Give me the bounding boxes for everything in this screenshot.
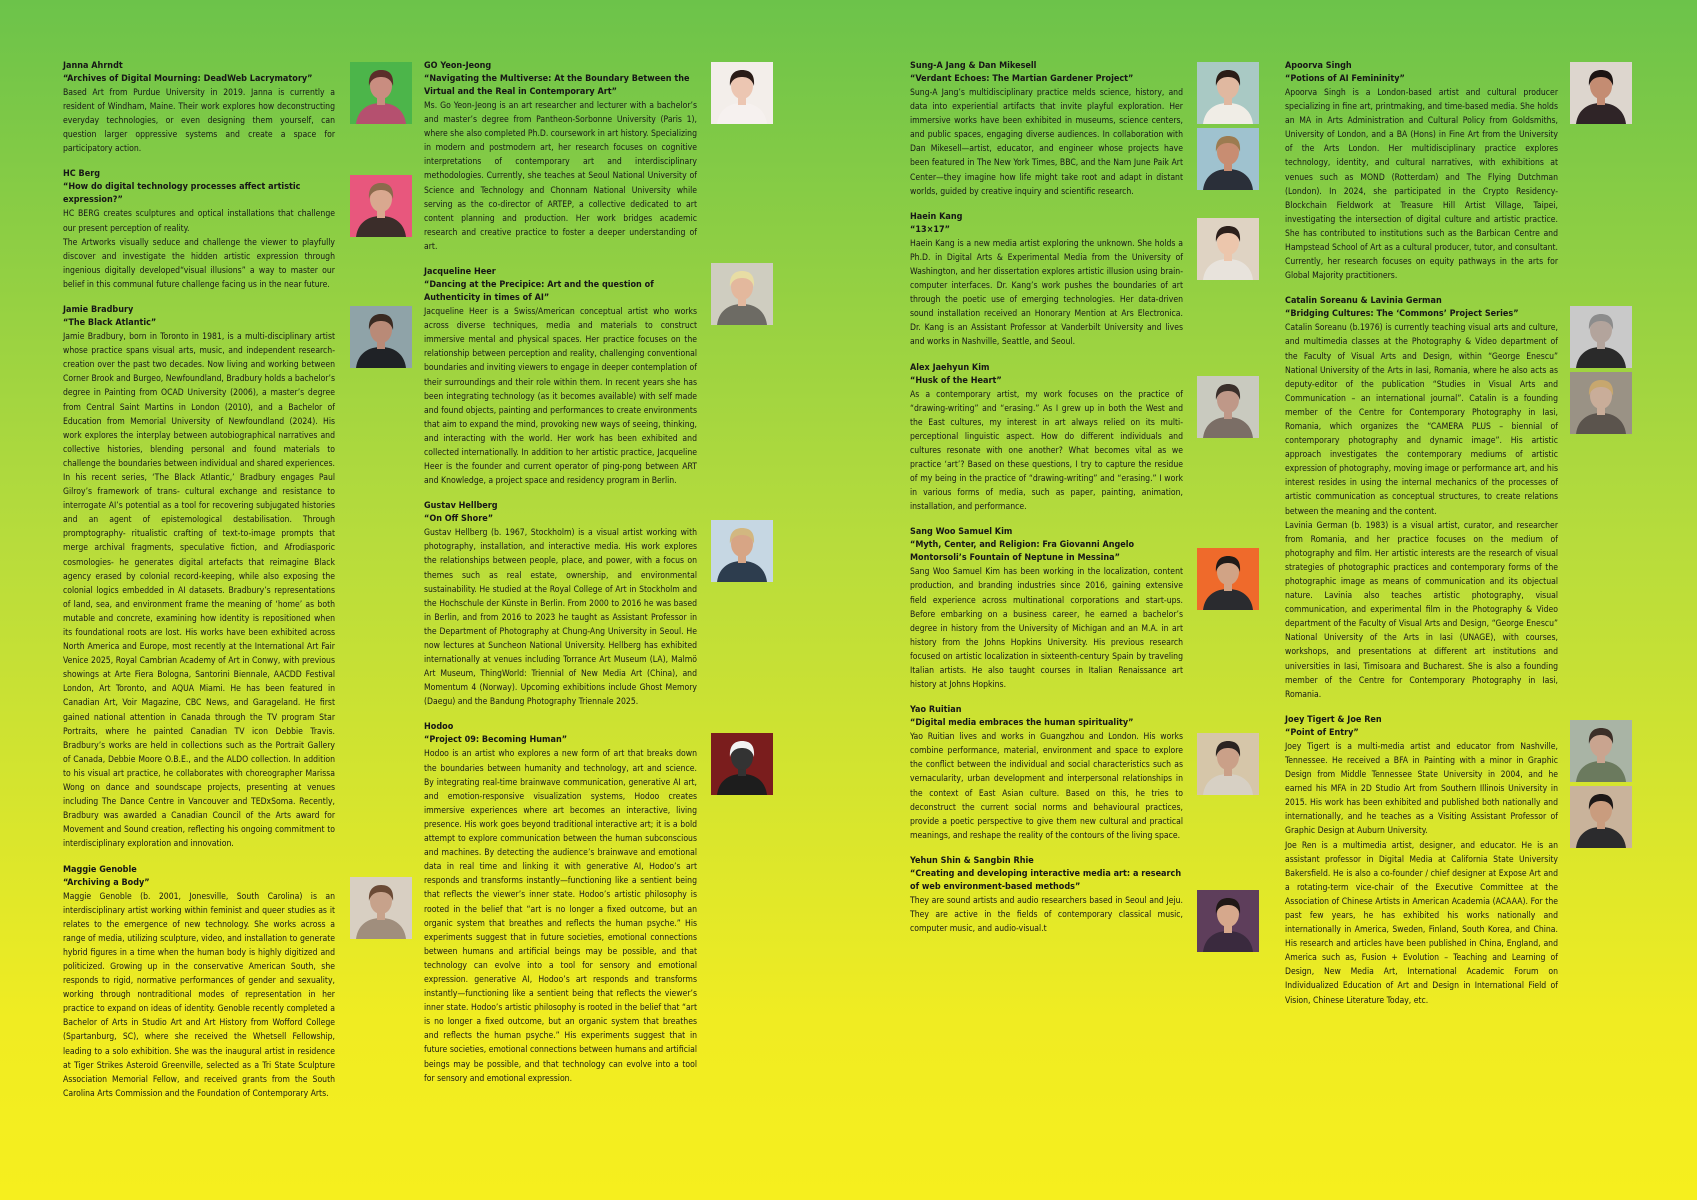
portrait-image [350,877,412,939]
portrait-janna-ahrndt [350,62,412,124]
artist-entry-jacqueline-heer [424,266,697,488]
artwork-title: “Husk of the Heart” [910,375,1002,386]
artist-entry-sang-woo-samuel-kim [910,526,1183,692]
portrait-image [1197,62,1259,124]
portrait-lavinia-german [1570,372,1632,434]
column-2 [424,60,697,1098]
artist-bio: Hodoo is an artist who explores a new form of art that breaks down the boundaries between humanity and technology, art and science. By integrating real-time brainwave communication, generative AI art, and emotion-responsive visualization systems, Hodoo creates immersive experiences where art becomes an interactive, living presence. His work goes beyond traditional interactive art; it is a bold attempt to explore communication between the human subconscious and machines. By detecting the audience’s brainwave and emotional data in real time and linking it with generative AI, Hodoo’s art responds and transforms instantly—functioning like a sentient being that reflects the viewer’s inner state. Hodoo’s artistic philosophy is rooted in the belief that “art is no longer a fixed outcome, but an organic system that breathes and reflects the human psyche.” His experiments suggest that in future societies, emotional connections between humans and artificial beings may be possible, and that technology can evolve into a tool for sensory and emotional expression. generative AI, Hodoo’s art responds and transforms instantly—functioning like a sentient being that reflects the viewer’s inner state. Hodoo’s artistic philosophy is rooted in the belief that “art is no longer a fixed outcome, but an organic system that breathes and reflects the human psyche.” His experiments suggest that in future societies, emotional connections between humans and artificial beings may be possible, and that technology can evolve into a tool for sensory and emotional expression. [424,749,697,1084]
artwork-title: “How do digital technology processes affect artistic expression?” [63,182,301,206]
column-1 [63,60,335,1113]
artist-bio: Gustav Hellberg (b. 1967, Stockholm) is a visual artist working with photography, installation, and interactive media. His work explores the relationships between people, place, and power, with a focus on themes such as real estate, ownership, and environmental sustainability. He studied at the Royal College of Art in Stockholm and the Hochschule der Künste in Berlin. From 2000 to 2016 he was based in Berlin, and from 2016 to 2023 he taught as Assistant Professor in the Department of Photography at Chung-Ang University in Seoul. He now lectures at Suncheon National University. Hellberg has exhibited internationally at venues including Torrance Art Museum (LA), Malmö Art Museum, ThingWorld: Triennial of New Media Art (China), and Momentum 4 (Norway). Upcoming exhibitions include Ghost Memory (Daegu) and the Bandung Photography Triennale 2025. [424,528,697,708]
artwork-title: “Potions of AI Femininity” [1285,74,1405,84]
portrait-maggie-genoble [350,877,412,939]
portrait-image [1197,548,1259,610]
portrait-go-yeon-jeong [711,62,773,124]
artist-entry-sung-a-jang-dan-mikesell [910,60,1183,199]
artist-entry-yao-ruitian [910,704,1183,843]
artist-bio: Jamie Bradbury, born in Toronto in 1981, is a multi-disciplinary artist whose practice spans visual arts, music, and independent research-creation over the past two decades. Now living and working between Corner Brook and Burgeo, Newfoundland, Bradbury holds a bachelor’s degree in Painting from OCAD University (2006), a master’s degree from Central Saint Martins in London (2010), and a Bachelor of Education from Memorial University of Newfoundland (2024). His work explores the interplay between autobiographical narratives and collective histories, blending personal and found materials to challenge the boundaries between individual and shared experiences. In his recent series, ‘The Black Atlantic,’ Bradbury engages Paul Gilroy’s framework of trans- cultural exchange and resistance to interrogate AI’s potential as a tool for recovering subjugated histories and an agent of epistemological destabilisation. Through promptography- ritualistic crafting of text-to-image prompts that merge archival fragments, speculative fiction, and Afrodiasporic cosmologies- he generates digital artefacts that reimagine Black agency erased by colonial record-keeping, while also exposing the colonial logics embedded in AI datasets. Bradbury’s representations of land, sea, and environment frame the meaning of ‘home’ as both mutable and concrete, examining how identity is repositioned when its foundational roots are lost. His works have been exhibited across North America and Europe, most recently at the International Art Fair Venice 2025, Royal Cambrian Academy of Art in Conwy, with previous showings at Arte Fiera Bologna, Santorini Biennale, AACDD Festival London, Art Toronto, and AQUA Miami. He has been featured in Canadian Art, Voir Magazine, CBC News, and Garageland. He first gained national attention in Canada through the TV program Star Portraits, where he painted Canadian TV icon Debbie Travis. Bradbury’s works are held in collections such as the Portrait Gallery of Canada, Debbie Moore O.B.E., and the ALDO collection. In addition to his visual art practice, he collaborates with choreographer Marissa Wong on dance and soundscape projects, presenting at venues including The Dance Centre in Vancouver and TEDxSoma. Recently, Bradbury was awarded a Canadian Council of the Arts award for Movement and Sound creation, reflecting his ongoing commitment to interdisciplinary exploration and innovation. [63,332,335,850]
artist-name: Jamie Bradbury [63,305,134,316]
artist-name: Maggie Genoble [63,864,137,875]
artwork-title: “Project 09: Becoming Human” [424,735,568,746]
portrait-image [350,306,412,368]
portrait-image [1197,890,1259,952]
portrait-hc-berg [350,175,412,237]
portrait-dan-mikesell [1197,128,1259,190]
artist-bio: Jacqueline Heer is a Swiss/American conceptual artist who works across diverse techniques, media and materials to construct immersive mental and physical spaces. Her practice focuses on the relationship between perception and reality, challenging conventional boundaries and inviting viewers to engage in deeper contemplation of their surroundings and their role within them. In recent years she has been integrating technology (as it becomes available) with self made and found objects, painting and performances to create environments that aim to expand the mind, provoking new ways of seeing, thinking, and interacting with the world. Her work has been exhibited and collected internationally. In addition to her artistic practice, Jacqueline Heer is the founder and current operator of ping-pong between ART and Knowledge, a project space and residency program in Berlin. [424,307,697,487]
artist-entry-yehun-shin-sangbin-rhie [910,855,1183,936]
artist-bio: Joey Tigert is a multi-media artist and educator from Nashville, Tennessee. He received a BFA in Painting with a minor in Graphic Design from Middle Tennessee State University in 2004, and he earned his MFA in 2D Studio Art from Southern Illinois University in 2015. His work has been exhibited and published both nationally and internationally, and he teaches as a Visiting Assistant Professor of Graphic Design at Auburn University. Joe Ren is a multimedia artist, designer, and educator. He is an assistant professor in Digital Media at California State University Bakersfield. He is also a co-founder / chief designer at Expose Art and a rotating-term vice-chair of the Executive Committee at the Association of Chinese Artists in American Academia (ACAAA). For the past few years, he has exhibited his works nationally and internationally in America, Sweden, Finland, South Korea, and China. His research and articles have been published in China, England, and America such as, Fusion + Evolution – Teaching and Learning of Design, New Media Art, International Academic Forum on Individualized Education of Art and Design in International Field of Vision, Chinese Literature Today, etc. [1285,741,1558,1006]
artist-name: Alex Jaehyun Kim [910,362,990,373]
artist-name: Yehun Shin & Sangbin Rhie [910,855,1034,866]
portrait-yao-ruitian [1197,733,1259,795]
artwork-title: “Verdant Echoes: The Martian Gardener Project” [910,74,1134,84]
artwork-title: “Myth, Center, and Religion: Fra Giovanni Angelo Montorsoli’s Fountain of Neptune in Messina” [910,540,1135,564]
artist-entry-gustav-hellberg [424,500,697,709]
artwork-title: “On Off Shore” [424,514,494,525]
artist-bio: As a contemporary artist, my work focuses on the practice of “drawing-writing” and “erasing.” As I grew up in both the West and the East cultures, my interest in art always relied on its multi-perceptional linguistic aspect. How do different individuals and cultures resonate with one another? What becomes vital as we practice ‘art’? Based on these questions, I try to capture the residue of my being in the practice of “drawing-writing” and “erasing.” I work in various forms of media, such as paper, painting, animation, installation, and performance. [910,389,1183,513]
artwork-title: “Bridging Cultures: The ‘Commons’ Project Series” [1285,309,1519,320]
artist-entry-jamie-bradbury [63,304,335,851]
artist-name: Apoorva Singh [1285,61,1352,71]
artwork-title: “Point of Entry” [1285,727,1359,738]
portrait-image [350,62,412,124]
artist-entry-joey-tigert-joe-ren [1285,714,1558,1008]
artwork-title: “The Black Atlantic” [63,318,157,329]
portrait-image [1570,786,1632,848]
artist-bio: They are sound artists and audio researchers based in Seoul and Jeju. They are active in the fields of contemporary classical music, computer music, and audio-visual.t [910,895,1183,935]
portrait-haein-kang [1197,218,1259,280]
portrait-image [1570,720,1632,782]
portrait-image [711,733,773,795]
portrait-image [350,175,412,237]
artist-entry-hc-berg [63,168,335,292]
artist-entry-haein-kang [910,211,1183,350]
portrait-gustav-hellberg [711,520,773,582]
artist-bio: Sang Woo Samuel Kim has been working in the localization, content production, and branding industries since 2016, gaining extensive field experience across multinational corporations and start-ups. Before embarking on a business career, he earned a bachelor’s degree in history from the University of Michigan and an M.A. in art history from the Johns Hopkins University. His previous research focused on artistic localization in sixteenth-century Spain by traveling Italian artists. He also taught courses in Italian Renaissance art history at Johns Hopkins. [910,567,1183,691]
portrait-image [1570,62,1632,124]
portrait-catalin-soreanu [1570,306,1632,368]
artist-name: Sung-A Jang & Dan Mikesell [910,61,1037,71]
artist-name: GO Yeon-Jeong [424,61,492,71]
artist-name: Jacqueline Heer [424,267,496,278]
column-4 [1285,60,1558,1020]
artist-entry-apoorva-singh [1285,60,1558,283]
artwork-title: “Creating and developing interactive media art: a research of web environment-based methods” [910,868,1182,892]
portrait-image [711,520,773,582]
artwork-title: “Archiving a Body” [63,877,150,888]
portrait-image [1570,306,1632,368]
artist-entry-maggie-genoble [63,864,335,1101]
portrait-sung-a-jang [1197,62,1259,124]
portrait-image [1197,128,1259,190]
artist-name: Sang Woo Samuel Kim [910,527,1013,538]
artist-bio: Haein Kang is a new media artist exploring the unknown. She holds a Ph.D. in Digital Arts & Experimental Media from the University of Washington, and her dissertation explores artistic illusion using brain-computer interfaces. Dr. Kang’s work pushes the boundaries of art through the poetic use of emerging technologies. Her data-driven sound installation received an Honorary Mention at Ars Electronica. Dr. Kang is an Assistant Professor at Vanderbilt University and lives and works in Nashville, Seattle, and Seoul. [910,238,1183,348]
artist-bio: Sung-A Jang’s multidisciplinary practice melds science, history, and data into experiential artifacts that invite playful exploration. Her immersive works have been exhibited in museums, science centers, and public spaces, engaging diverse audiences. In collaboration with Dan Mikesell—artist, educator, and engineer whose projects have been featured in The New York Times, BBC, and the Nam June Paik Art Center—they imagine how life might take root and adapt in distant worlds, guided by creative inquiry and scientific research. [910,88,1183,197]
portrait-apoorva-singh [1570,62,1632,124]
artist-name: Gustav Hellberg [424,501,498,512]
artist-entry-janna-ahrndt [63,60,335,156]
portrait-image [1197,218,1259,280]
artist-bio: Apoorva Singh is a London-based artist and cultural producer specializing in fine art, printmaking, and time-based media. She holds an MA in Arts Administration and Cultural Policy from Goldsmiths, University of London, and a BA (Hons) in Fine Art from the University of the Arts London. Her multidisciplinary practice explores technology, identity, and cultural narratives, with exhibitions at venues such as MOND (Rotterdam) and The Flying Dutchman (London). In 2024, she participated in the Crypto Residency-Blockchain Fieldwork at Treasure Hill Artist Village, Taipei, investigating the intersection of digital culture and artistic practice. She has contributed to institutions such as the Barbican Centre and Hampstead School of Art as a cultural producer, tutor, and consultant. Currently, her research focuses on equity pathways in the arts for Global Majority practitioners. [1285,88,1558,282]
artist-name: Joey Tigert & Joe Ren [1285,714,1382,725]
artist-name: Janna Ahrndt [63,61,123,71]
artwork-title: “Navigating the Multiverse: At the Boundary Between the Virtual and the Real in Contemporary Art” [424,74,690,97]
artist-bio: Yao Ruitian lives and works in Guangzhou and London. His works combine performance, material, environment and space to explore the conflict between the individual and social characteristics such as vernacularity, urban development and interpersonal relationships in the context of East Asian culture. Based on this, he tries to deconstruct the current social norms and behavioural practices, provide a poetic perspective to give them new cultural and practical meanings, and reshape the reality of the contours of the living space. [910,732,1183,841]
portrait-jacqueline-heer [711,263,773,325]
portrait-joey-tigert [1570,720,1632,782]
artist-name: HC Berg [63,169,100,180]
artist-bio: Catalin Soreanu (b.1976) is currently teaching visual arts and culture, and multimedia classes at the Photography & Video department of the Faculty of Visual Arts and Design, within “George Enescu” National University of the Arts in Iasi, Romania, where he also acts as deputy-editor of the publication “Studies in Visual Arts and Communication – an international journal”. Catalin is a founding member of the Centre for Contemporary Photography in Iasi, Romania, which organizes the “CAMERA PLUS – biennial of contemporary photography and dynamic image”. His artistic approach investigates the contemporary mediums of artistic expression of photography, moving image or performance art, and his interest resides in using the internal mechanics of the processes of artistic communication as conceptual structures, to create relations between the meaning and the content. Lavinia German (b. 1983) is a visual artist, curator, and researcher from Romania, and her practice focuses on the medium of photography and film. Her artistic interests are the research of visual strategies of photographic practices and contemporary forms of the photographic image as means of communication and its objectual nature. Lavinia also teaches artistic photography, visual communication, and experimental film in the Photography & Video department of the Faculty of Visual Arts and Design, “George Enescu” National University of the Arts in Iasi (UNAGE), with courses, workshops, and presentations at different art institutions and universities in Iasi, Timisoara and Bucharest. She is also a founding member of the Centre for Contemporary Photography in Iasi, Romania. [1285,323,1558,700]
artist-bio: HC BERG creates sculptures and optical installations that challenge our present perception of reality. The Artworks visually seduce and challenge the viewer to playfully discover and investigate the hidden artistic expression through ingenious digitally developed“visual illusions” a way to master our belief in this communal future challenge facing us in the near future. [63,209,335,290]
portrait-jamie-bradbury [350,306,412,368]
artist-entry-catalin-soreanu-lavinia-german [1285,295,1558,702]
portrait-sang-woo-samuel-kim [1197,548,1259,610]
portrait-yehun-shin-sangbin-rhie [1197,890,1259,952]
artist-name: Yao Ruitian [910,705,962,716]
artwork-title: “Dancing at the Precipice: Art and the question of Authenticity in times of AI” [424,280,654,304]
portrait-hodoo [711,733,773,795]
artist-name: Haein Kang [910,211,963,222]
artwork-title: “Digital media embraces the human spirituality” [910,718,1134,729]
artist-entry-alex-jaehyun-kim [910,362,1183,515]
portrait-image [711,263,773,325]
artist-entry-hodoo [424,721,697,1085]
portrait-image [1197,733,1259,795]
artist-bio: Maggie Genoble (b. 2001, Jonesville, South Carolina) is an interdisciplinary artist working within feminist and queer studies as it relates to the emergence of new technology. She works across a range of media, utilizing sculpture, video, and installation to generate hybrid figures in a time when the human body is highly digitized and politicized. Growing up in the conservative American South, she responds to rigid, normative performances of gender and sexuality, working through nontraditional modes of representation in her practice to expand on ideas of identity. Genoble recently completed a Bachelor of Arts in Studio Art and Art History from Wofford College (Spartanburg, SC), where she received the Whetsell Fellowship, leading to a solo exhibition. She was the inaugural artist in residence at Tiger Strikes Asteroid Greenville, selected as a Tri State Sculpture Association Memorial Fellow, and received grants from the South Carolina Arts Commission and the Foundation of Contemporary Arts. [63,891,335,1099]
column-3 [910,60,1183,948]
artwork-title: “13×17” [910,224,950,235]
portrait-image [1570,372,1632,434]
artwork-title: “Archives of Digital Mourning: DeadWeb Lacrymatory” [63,74,313,84]
artist-name: Hodoo [424,722,454,733]
artist-entry-go-yeon-jeong [424,60,697,254]
portrait-joe-ren [1570,786,1632,848]
portrait-alex-jaehyun-kim [1197,376,1259,438]
portrait-image [711,62,773,124]
portrait-image [1197,376,1259,438]
artist-bio: Ms. Go Yeon-Jeong is an art researcher and lecturer with a bachelor’s and master’s degree from Pantheon-Sorbonne University (Paris 1), where she also completed Ph.D. coursework in art history. Specializing in modern and postmodern art, her research focuses on cognitive interpretations of contemporary art and interdisciplinary methodologies. Currently, she teaches at Seoul National University of Science and Technology and Chonnam National University while serving as the co-director of ARTEP, a collective dedicated to art content planning and production. Her work bridges academic research and creative practice to foster a deeper understanding of art. [424,101,697,252]
artist-name: Catalin Soreanu & Lavinia German [1285,296,1442,307]
artist-bio: Based Art from Purdue University in 2019. Janna is currently a resident of Windham, Maine. Their work explores how deconstructing everyday technologies, or even designing them yourself, can question larger oppressive systems and create a space for participatory action. [63,88,335,155]
